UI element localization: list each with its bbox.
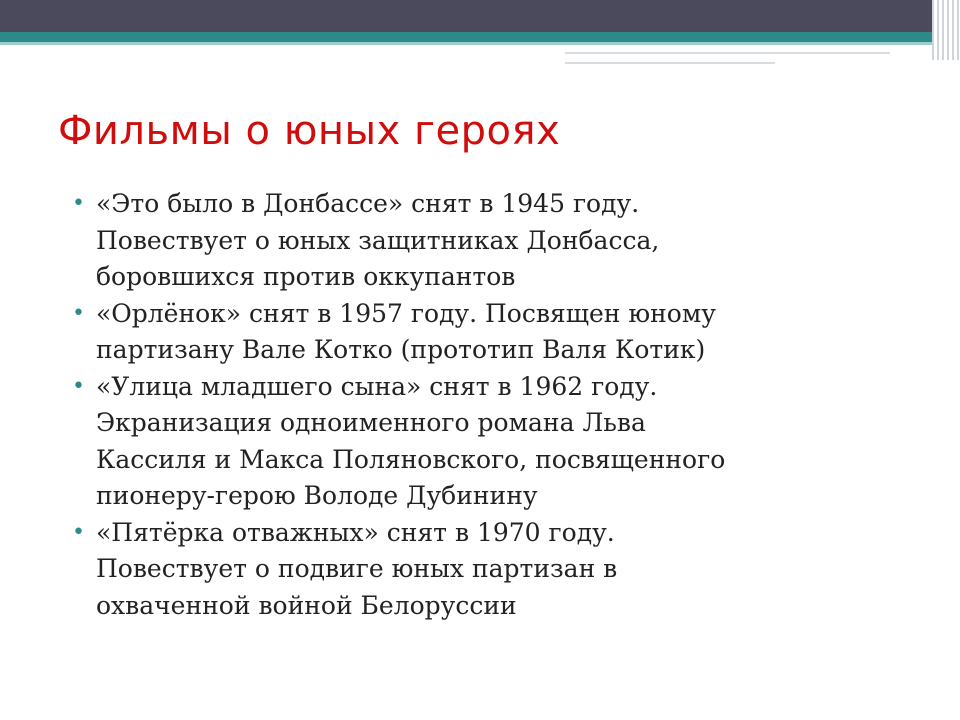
bullet-text-line: охваченной войной Белоруссии — [96, 590, 517, 620]
bullet-item — [70, 186, 910, 296]
bullet-text-line: Повествует о юных защитниках Донбасса, — [96, 225, 660, 255]
bullet-text-line: Повествует о подвиге юных партизан в — [96, 554, 618, 583]
bullet-text-line: Кассиля и Макса Поляновского, посвященного — [96, 444, 726, 474]
bullet-icon: • — [72, 519, 85, 545]
decorative-vertical-stripes — [932, 0, 960, 60]
bullet-text-line: «Улица младшего сына» снят в 1962 году. — [96, 371, 658, 401]
bullet-text-line: Экранизация одноименного романа Льва — [96, 408, 646, 437]
bullet-text-line: «Орлёнок» снят в 1957 году. Посвящен юному — [96, 298, 716, 328]
bullet-item — [70, 296, 910, 369]
bullet-icon: • — [72, 373, 85, 399]
bullet-icon: • — [72, 300, 85, 326]
top-bar — [0, 0, 960, 32]
bullet-item — [70, 515, 910, 625]
bullet-item — [70, 369, 910, 515]
accent-stripe — [0, 32, 960, 42]
accent-stripe-light — [0, 42, 960, 45]
decorative-line — [565, 52, 890, 54]
bullet-list — [70, 186, 910, 624]
bullet-text-line: «Это было в Донбассе» снят в 1945 году. — [96, 189, 640, 218]
bullet-text-line: боровшихся против оккупантов — [96, 262, 516, 291]
slide-title: Фильмы о юных героях — [58, 108, 561, 154]
bullet-icon: • — [72, 191, 85, 216]
bullet-text-line: пионеру-герою Володе Дубинину — [96, 481, 538, 510]
bullet-text-line: «Пятёрка отважных» снят в 1970 году. — [96, 517, 615, 547]
decorative-line — [565, 62, 775, 64]
bullet-text-line: партизану Вале Котко (прототип Валя Котик) — [96, 335, 706, 364]
